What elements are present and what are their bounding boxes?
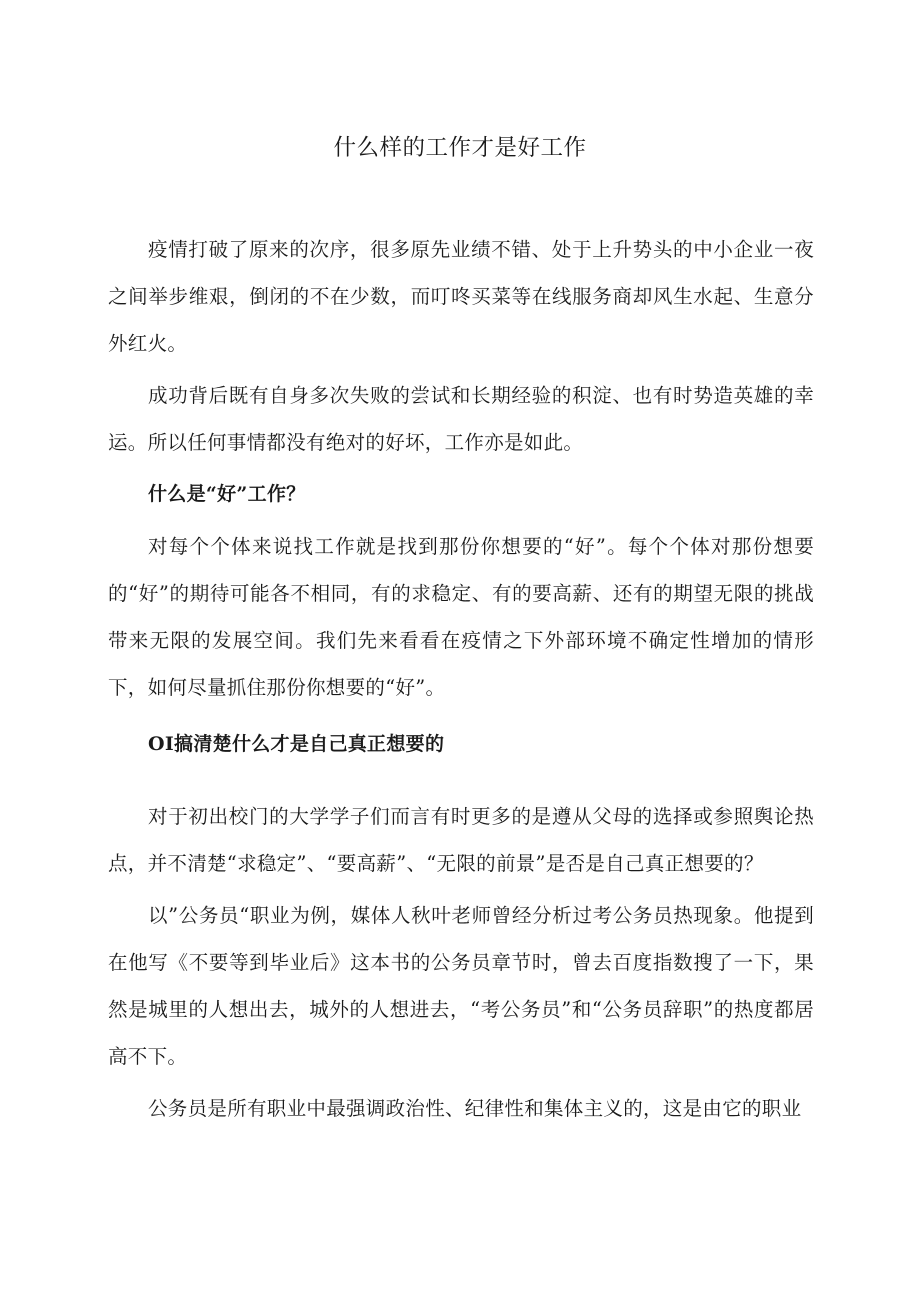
paragraph-individual: 对每个个体来说找工作就是找到那份你想要的“好”。每个个体对那份想要的“好”的期待可能各不相同，有的求稳定、有的要高薪、还有的期望无限的挑战带来无限的发展空间。我们先来看看在疫情之下外部环境不确定性增加的情形下，如何尽量抓住那份你想要的“好”。 — [108, 535, 814, 699]
paragraph-civil-servant-example: 以”公务员“职业为例，媒体人秋叶老师曾经分析过考公务员热现象。他提到在他写《不要等到毕业后》这本书的公务员章节时，曾去百度指数搜了一下，果然是城里的人想出去，城外的人想进去，“考公务员”和“公务员辞职”的热度都居高不下。 — [108, 904, 814, 1068]
paragraph-civil-servant-nature: 公务员是所有职业中最强调政治性、纪律性和集体主义的，这是由它的职业 — [148, 1097, 802, 1120]
paragraph-success: 成功背后既有自身多次失败的尝试和长期经验的积淀、也有时势造英雄的幸运。所以任何事情都没有绝对的好坏，工作亦是如此。 — [108, 384, 814, 454]
heading-good-job: 什么是“好”工作？ — [148, 483, 306, 505]
paragraph-graduates: 对于初出校门的大学学子们而言有时更多的是遵从父母的选择或参照舆论热点，并不清楚“求稳定”、“要高薪”、“无限的前景”是否是自己真正想要的？ — [108, 805, 814, 875]
paragraph-intro: 疫情打破了原来的次序，很多原先业绩不错、处于上升势头的中小企业一夜之间举步维艰，倒闭的不在少数，而叮咚买菜等在线服务商却风生水起、生意分外红火。 — [108, 238, 814, 355]
heading-section-01: OI搞清楚什么才是自己真正想要的 — [148, 733, 445, 755]
document-body — [108, 226, 814, 1132]
document-title: 什么样的工作才是好工作 — [333, 135, 587, 161]
